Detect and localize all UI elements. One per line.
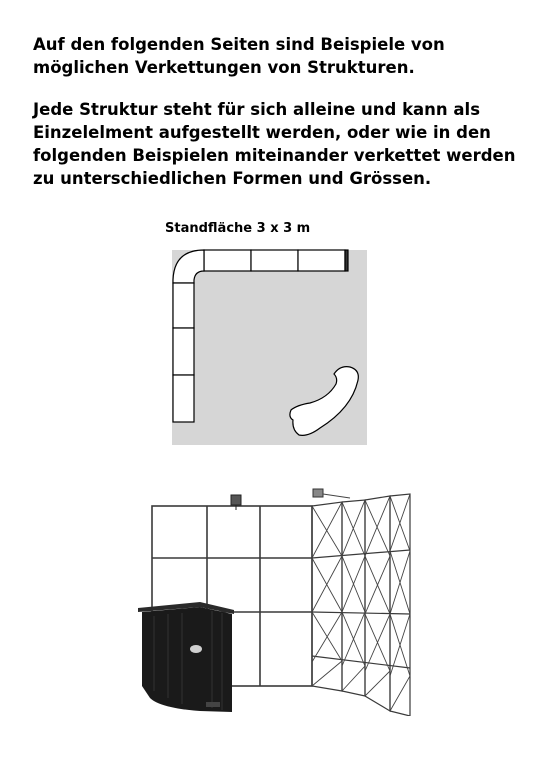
intro-line: Auf den folgenden Seiten sind Beispiele von xyxy=(33,35,445,54)
side-wall-frame xyxy=(312,494,410,716)
intro-paragraph-2 xyxy=(33,98,533,190)
logo-badge xyxy=(190,645,202,653)
spotlight-lamp xyxy=(313,489,350,498)
counter-unit xyxy=(138,602,234,712)
intro-line: Jede Struktur steht für sich alleine und kann als xyxy=(33,100,481,119)
intro-line: folgenden Beispielen miteinander verkettet werden xyxy=(33,146,516,165)
floor-plan-diagram xyxy=(160,240,375,450)
wall-left-run xyxy=(173,283,194,422)
spotlight-lamp xyxy=(231,495,241,510)
intro-line: Einzelelment aufgestellt werden, oder wie in den xyxy=(33,123,491,142)
floor-area xyxy=(172,250,367,445)
intro-paragraph-1 xyxy=(33,33,533,79)
intro-line: zu unterschiedlichen Formen und Grössen. xyxy=(33,169,432,188)
floor-plan-label: Standfläche 3 x 3 m xyxy=(165,221,311,236)
wall-top-run xyxy=(204,250,348,271)
intro-line: möglichen Verkettungen von Strukturen. xyxy=(33,58,415,77)
stand-photo xyxy=(130,486,420,716)
